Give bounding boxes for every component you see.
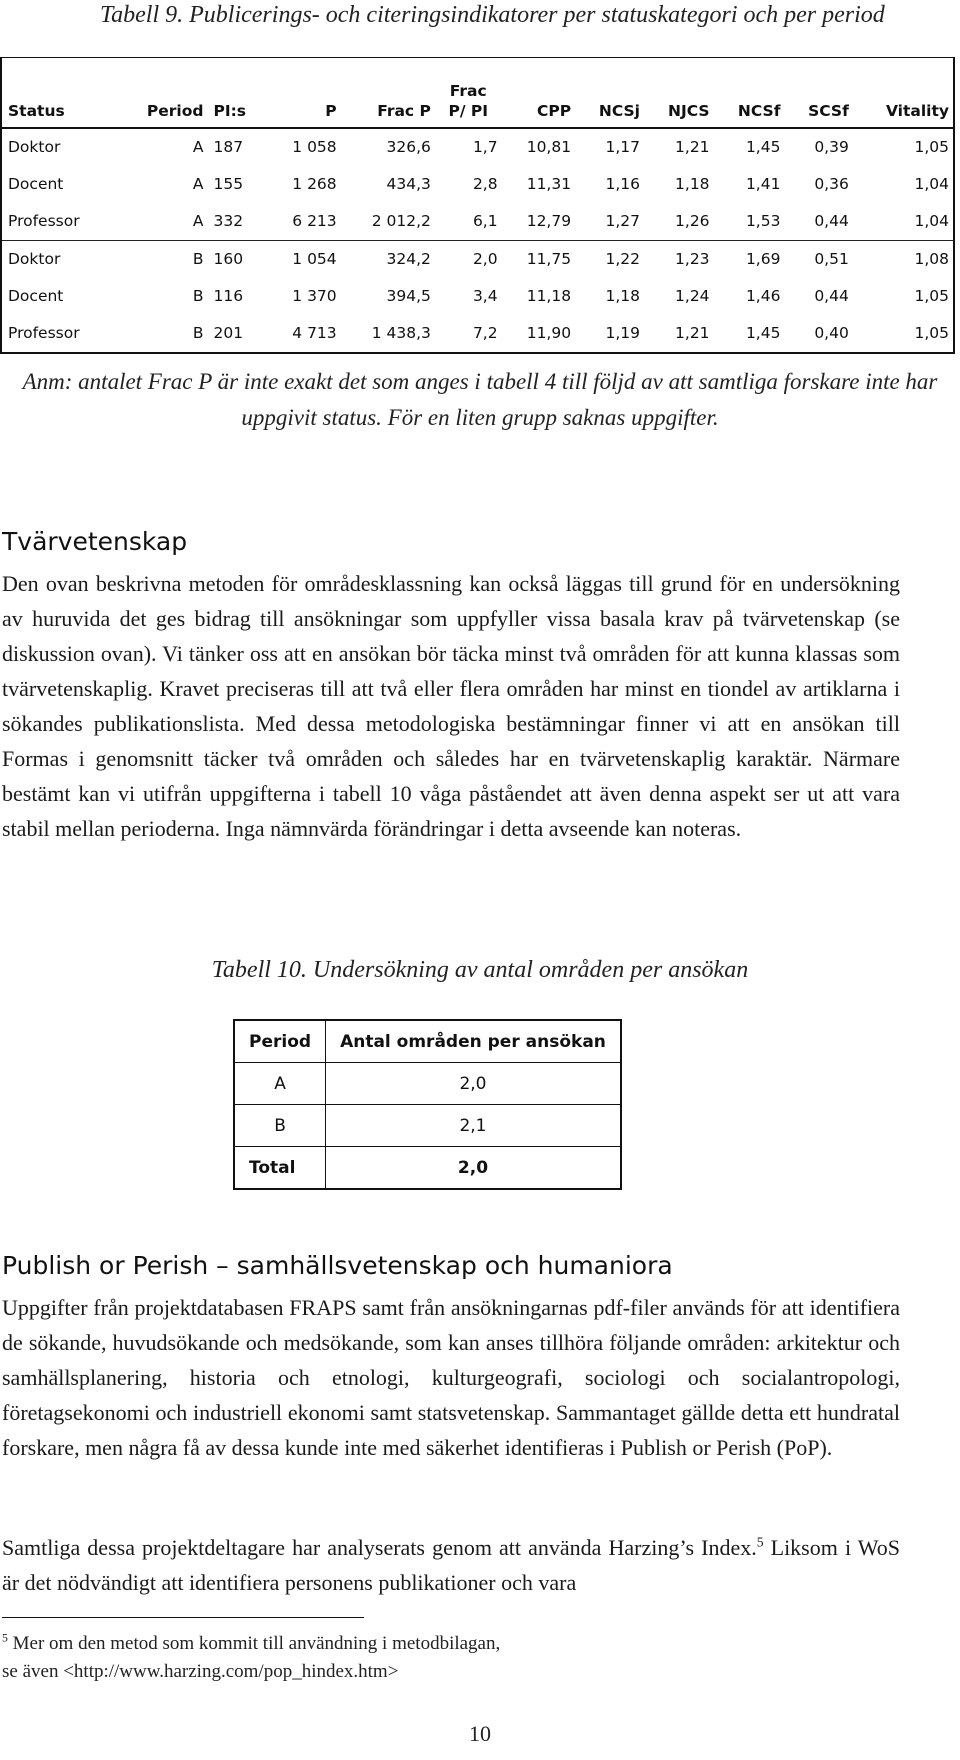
cell-ncsj: 1,22 — [575, 240, 644, 278]
cell-pis: 332 — [213, 212, 244, 230]
cell-cpp: 11,18 — [526, 287, 572, 305]
cell-ncsf: 1,41 — [745, 175, 781, 193]
header-pis: PI:s — [213, 101, 247, 120]
cell-ncsf: 1,53 — [745, 212, 781, 230]
cell-ncsf: 1,45 — [714, 128, 785, 166]
cell-vitality: 1,08 — [853, 240, 954, 278]
cell-cpp: 11,90 — [526, 324, 572, 342]
cell-status: Professor — [8, 212, 80, 230]
cell-ncsj: 1,27 — [605, 212, 640, 230]
cell-p: 1 268 — [292, 175, 337, 193]
table9-note: Anm: antalet Frac P är inte exakt det som anges i tabell 4 till följd av att samtliga forskare inte har uppgivit status. För en liten grupp saknas uppgifter. — [22, 369, 938, 430]
header-antal-omraden: Antal områden per ansökan — [326, 1020, 621, 1063]
footnote-marker: 5 — [2, 1631, 8, 1645]
cell-frac-p-per-pi: 7,2 — [472, 324, 498, 342]
table10-caption: Tabell 10. Undersökning av antal områden per ansökan — [211, 957, 749, 983]
cell-vitality: 1,04 — [914, 212, 949, 230]
footnote-ref[interactable]: 5 — [756, 1534, 764, 1550]
total-value: 2,0 — [326, 1147, 621, 1190]
section-heading-tvarvetenskap: Tvärvetenskap — [2, 527, 188, 556]
cell-period: B — [117, 240, 208, 278]
cell-status: Doktor — [1, 240, 117, 278]
cell-pis: 160 — [207, 240, 267, 278]
cell-p: 1 058 — [267, 128, 340, 166]
table-row — [234, 1063, 621, 1105]
cell-p: 6 213 — [292, 212, 337, 230]
cell-njcs: 1,23 — [644, 240, 714, 278]
header-period: Period — [146, 101, 204, 120]
header-vitality: Vitality — [885, 101, 949, 120]
paragraph-pop-2-text: Samtliga dessa projektdeltagare har analyserats genom att använda Harzing’s Index. — [2, 1535, 757, 1560]
cell-period: B — [192, 287, 204, 305]
cell-vitality: 1,05 — [914, 287, 949, 305]
table10 — [233, 1019, 622, 1190]
cell-cpp: 10,81 — [502, 128, 575, 166]
cell-ncsf: 1,45 — [745, 324, 781, 342]
cell-frac-p: 2 012,2 — [371, 212, 431, 230]
table10-header-row — [234, 1020, 621, 1063]
section-heading-publish-or-perish: Publish or Perish – samhällsvetenskap och humaniora — [2, 1251, 673, 1280]
cell-pis: 116 — [213, 287, 244, 305]
table-row — [1, 203, 954, 241]
cell-frac-p: 434,3 — [386, 175, 431, 193]
cell-ncsj: 1,16 — [605, 175, 640, 193]
cell-vitality: 1,05 — [853, 128, 954, 166]
table10-body — [234, 1063, 621, 1147]
header-status: Status — [8, 101, 65, 120]
header-ncsj: NCSj — [598, 101, 640, 120]
cell-frac-p-per-pi: 2,0 — [435, 240, 502, 278]
cell-frac-p-per-pi: 1,7 — [435, 128, 502, 166]
footnote — [2, 1630, 902, 1686]
paragraph-tvarvetenskap: Den ovan beskrivna metoden för områdesklassning kan också läggas till grund för en undersökning av huruvida det ges bidrag till ansökningar som uppfyller vissa basala krav på tvärvetenskap (se diskussion ovan). Vi tänker oss att en ansökan bör täcka minst två områden för att kunna klassas som tvärvetenskaplig. Kravet preciseras till att två eller flera områden har minst en tiondel av artiklarna i sökandes publikationslista. Med dessa metodologiska bestämningar finner vi att en ansökan till Formas i genomsnitt täcker två områden och således har en tvärvetenskaplig karaktär. Närmare bestämt kan vi utifrån uppgifterna i tabell 10 våga påståendet att även denna aspekt ser ut att vara stabil mellan perioderna. Inga nämnvärda förändringar i detta avseende kan noteras. — [2, 571, 900, 841]
cell-ncsj: 1,19 — [605, 324, 640, 342]
cell-antal-omraden: 2,0 — [326, 1063, 621, 1105]
header-ncsf: NCSf — [737, 101, 781, 120]
header-p: P — [325, 101, 337, 120]
cell-frac-p-per-pi: 2,8 — [472, 175, 498, 193]
cell-status: Docent — [8, 175, 64, 193]
total-label: Total — [234, 1147, 326, 1190]
header-frac-p-per-pi-line2: P/ PI — [448, 101, 489, 120]
table9-body — [1, 128, 954, 353]
cell-scsf: 0,39 — [784, 128, 852, 166]
header-cpp: CPP — [536, 101, 572, 120]
cell-period: B — [192, 324, 204, 342]
paragraph-pop-2 — [2, 1530, 900, 1600]
cell-period: A — [117, 128, 208, 166]
cell-njcs: 1,26 — [675, 212, 710, 230]
cell-scsf: 0,44 — [814, 212, 849, 230]
cell-cpp: 12,79 — [526, 212, 572, 230]
cell-njcs: 1,24 — [675, 287, 710, 305]
cell-njcs: 1,21 — [675, 324, 710, 342]
cell-njcs: 1,21 — [644, 128, 714, 166]
cell-frac-p: 1 438,3 — [371, 324, 431, 342]
cell-frac-p-per-pi: 3,4 — [472, 287, 498, 305]
cell-pis: 201 — [213, 324, 244, 342]
cell-period: A — [192, 175, 204, 193]
cell-scsf: 0,44 — [814, 287, 849, 305]
cell-ncsf: 1,69 — [714, 240, 785, 278]
cell-period: B — [234, 1105, 326, 1147]
header-scsf: SCSf — [808, 101, 849, 120]
cell-ncsf: 1,46 — [745, 287, 781, 305]
header-frac-p-per-pi-line1: Frac — [449, 81, 487, 100]
cell-period: A — [192, 212, 204, 230]
cell-vitality: 1,05 — [914, 324, 949, 342]
header-frac-p: Frac P — [377, 101, 431, 120]
cell-ncsj: 1,18 — [605, 287, 640, 305]
cell-status: Doktor — [1, 128, 117, 166]
cell-cpp: 11,31 — [526, 175, 572, 193]
header-frac-p-per-pi — [435, 58, 502, 128]
footnote-divider — [2, 1617, 364, 1618]
cell-frac-p: 324,2 — [341, 240, 435, 278]
header-period: Period — [234, 1020, 326, 1063]
cell-period: A — [234, 1063, 326, 1105]
cell-pis: 187 — [207, 128, 267, 166]
table-row — [1, 128, 954, 166]
cell-p: 4 713 — [292, 324, 337, 342]
cell-vitality: 1,04 — [914, 175, 949, 193]
cell-antal-omraden: 2,1 — [326, 1105, 621, 1147]
cell-frac-p: 394,5 — [386, 287, 431, 305]
paragraph-pop-2-continued: Liksom i WoS är det nödvändigt att identifiera personens publikationer och vara — [2, 1535, 900, 1595]
cell-frac-p-per-pi: 6,1 — [472, 212, 498, 230]
paragraph-pop-1: Uppgifter från projektdatabasen FRAPS samt från ansökningarnas pdf-filer används för att identifiera de sökande, huvudsökande och medsökande, som kan anses tillhöra följande områden: arkitektur och samhällsplanering, historia och etnologi, kulturgeografi, sociologi och socialantropologi, företagsekonomi och industriell ekonomi samt statsvetenskap. Sammantaget gällde detta ett hundratal forskare, men några få av dessa kunde inte med säkerhet identifieras i Publish or Perish (PoP). — [2, 1295, 900, 1460]
cell-p: 1 054 — [267, 240, 340, 278]
footnote-line2[interactable]: se även <http://www.harzing.com/pop_hindex.htm> — [2, 1661, 399, 1682]
table10-total-row — [234, 1147, 621, 1190]
cell-frac-p: 326,6 — [341, 128, 435, 166]
cell-scsf: 0,40 — [814, 324, 849, 342]
cell-njcs: 1,18 — [675, 175, 710, 193]
table-row — [1, 240, 954, 278]
cell-status: Docent — [8, 287, 64, 305]
table-row — [1, 315, 954, 353]
cell-ncsj: 1,17 — [575, 128, 644, 166]
header-njcs: NJCS — [667, 101, 710, 120]
cell-scsf: 0,51 — [784, 240, 852, 278]
page-number: 10 — [469, 1721, 491, 1746]
table9-header-row — [1, 58, 954, 128]
table-row — [1, 166, 954, 203]
table9 — [0, 57, 955, 354]
cell-scsf: 0,36 — [814, 175, 849, 193]
table-row — [1, 278, 954, 315]
footnote-line1: Mer om den metod som kommit till användning i metodbilagan, — [12, 1633, 501, 1654]
cell-cpp: 11,75 — [502, 240, 575, 278]
table-row — [234, 1105, 621, 1147]
table9-caption: Tabell 9. Publicerings- och citeringsindikatorer per statuskategori och per period — [100, 2, 885, 28]
cell-status: Professor — [8, 324, 80, 342]
cell-p: 1 370 — [292, 287, 337, 305]
cell-pis: 155 — [213, 175, 244, 193]
